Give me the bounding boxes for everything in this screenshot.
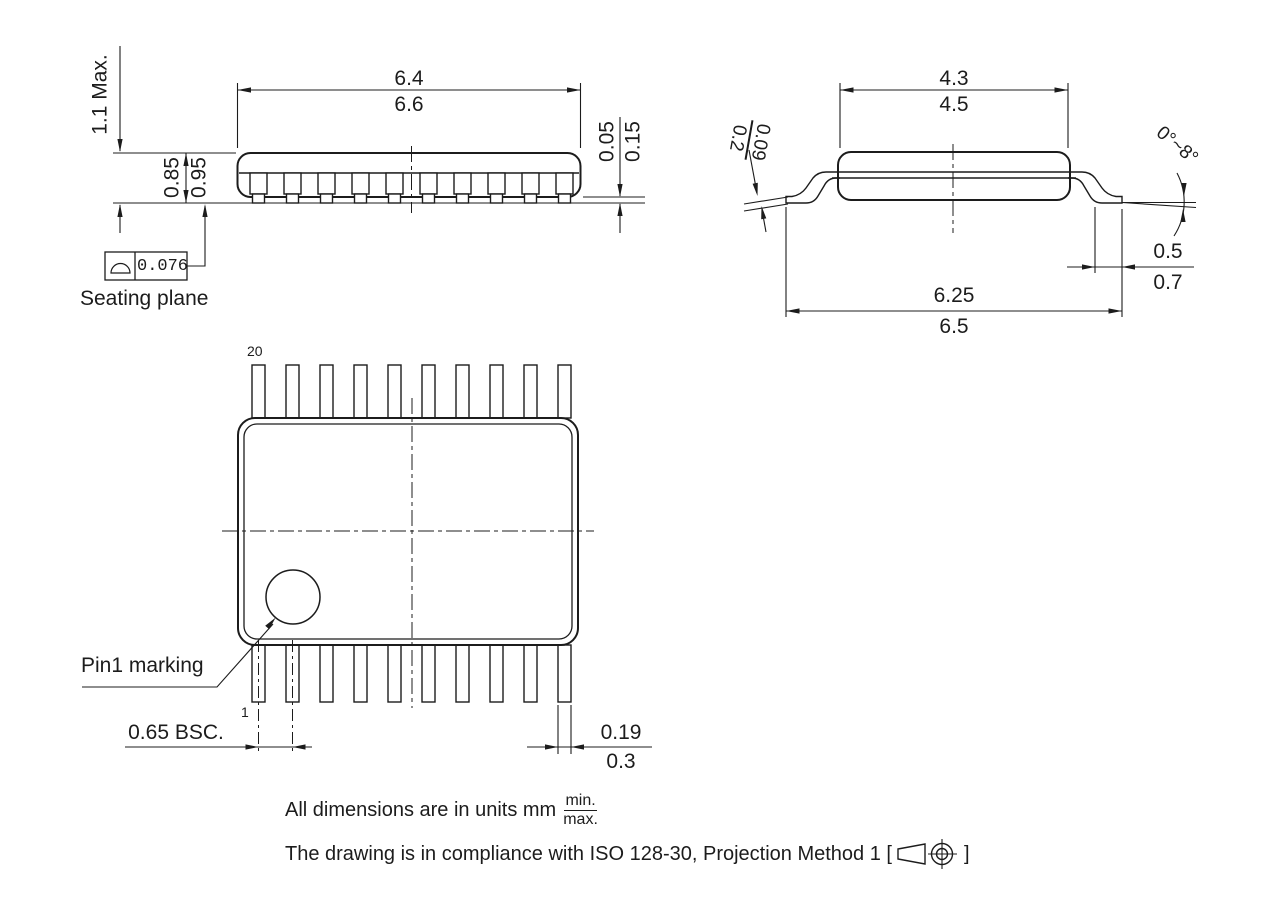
dim-pitch-label: 0.65 BSC.: [128, 721, 224, 744]
end-view-left-lead: [786, 172, 840, 203]
dim-body-thickness-max-label: 0.95: [187, 157, 211, 198]
dim-span-min-label: 6.25: [933, 284, 975, 307]
dim-body-length-max-label: 6.6: [394, 93, 424, 116]
seating-plane-symbol-icon: [111, 264, 130, 274]
dim-pitch: [125, 744, 312, 749]
end-view-body: [838, 152, 1070, 200]
dim-standoff-max-label: 0.15: [621, 121, 645, 162]
dim-body-width-min-label: 4.3: [939, 67, 969, 90]
note-units-text: All dimensions are in units mm: [285, 799, 557, 821]
note-compliance: [285, 838, 970, 870]
dim-lead-thickness-max-label: 0.2: [725, 123, 751, 153]
pin1-marking-label: Pin1 marking: [81, 654, 204, 677]
dim-body-thickness-min-label: 0.85: [160, 157, 184, 198]
end-view: [744, 83, 1196, 317]
side-view: [105, 46, 645, 280]
flatness-value-label: 0.076: [137, 257, 189, 276]
dim-standoff-min-label: 0.05: [595, 121, 619, 162]
dim-body-width-max-label: 4.5: [939, 93, 969, 116]
top-view: [82, 365, 652, 754]
projection-method-icon: [895, 838, 961, 870]
dim-body-length-min-label: 6.4: [394, 67, 424, 90]
note-compliance-bracket: ]: [963, 843, 970, 865]
pin20-label: 20: [247, 343, 263, 359]
dim-lead-angle-label: 0°~8°: [1152, 122, 1202, 169]
note-units: [285, 792, 598, 828]
dim-span-max-label: 6.5: [939, 315, 969, 338]
note-units-min: min.: [565, 792, 596, 809]
note-units-max: max.: [563, 811, 598, 828]
dim-foot-length-max-label: 0.7: [1153, 271, 1183, 294]
dim-lead-width-min-label: 0.19: [600, 721, 642, 744]
note-units-fraction: [563, 792, 598, 828]
dim-lead-thickness-min-label: 0.09: [744, 120, 773, 164]
end-view-right-lead: [1068, 172, 1122, 203]
dim-lead-angle: [1122, 173, 1196, 236]
seating-plane-label: Seating plane: [80, 287, 209, 310]
dim-total-height-label: 1.1 Max.: [88, 54, 112, 135]
dim-foot-length-min-label: 0.5: [1153, 240, 1183, 263]
dim-lead-width-max-label: 0.3: [606, 750, 636, 773]
note-compliance-text: The drawing is in compliance with ISO 128-30, Projection Method 1 [: [285, 843, 892, 865]
dim-lead-thickness-label: [724, 113, 774, 168]
pin1-label: 1: [241, 704, 249, 720]
